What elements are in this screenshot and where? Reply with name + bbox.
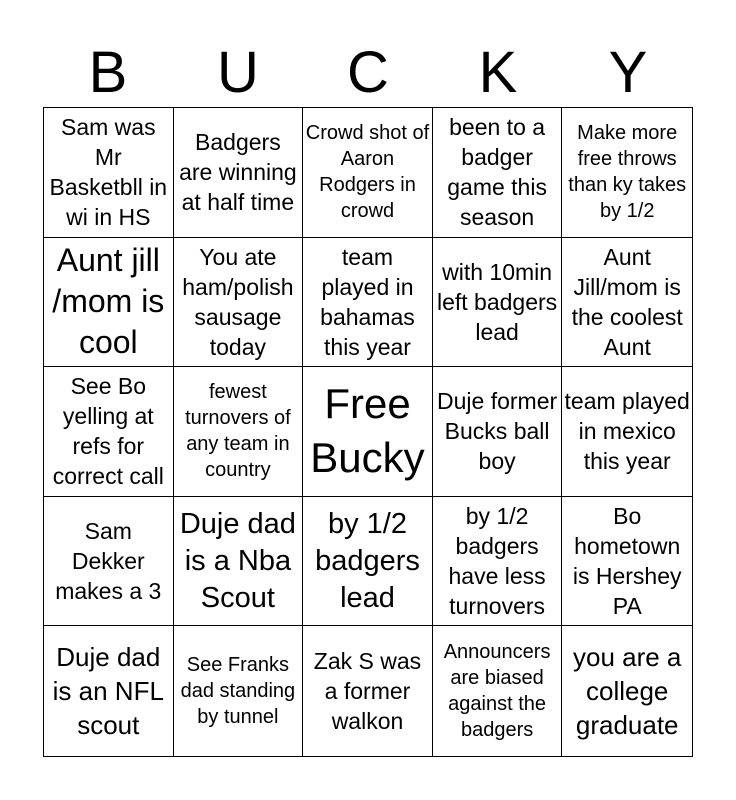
- cell-text: Make more free throws than ky takes by 1/2: [568, 122, 687, 223]
- cell-text: with 10min left badgers lead: [436, 258, 558, 345]
- cell-text: You ate ham/polish sausage today: [182, 243, 294, 360]
- bingo-cell[interactable]: [562, 626, 692, 756]
- bingo-cell[interactable]: [433, 497, 563, 627]
- free-space-text: Free Bucky: [310, 380, 425, 482]
- cell-text: Badgers are winning at half time: [179, 129, 297, 216]
- cell-text: Zak S was a former walkon: [313, 648, 422, 735]
- cell-text: team played in bahamas this year: [320, 243, 415, 360]
- free-space-cell[interactable]: [303, 367, 433, 497]
- cell-text: Duje former Bucks ball boy: [437, 388, 558, 475]
- bingo-cell[interactable]: [44, 108, 174, 238]
- bingo-cell[interactable]: [44, 497, 174, 627]
- bingo-cell[interactable]: [174, 238, 304, 368]
- bingo-cell[interactable]: [433, 108, 563, 238]
- cell-text: Aunt jill /mom is cool: [52, 242, 165, 361]
- cell-text: you are a college graduate: [572, 642, 682, 741]
- bingo-cell[interactable]: [562, 238, 692, 368]
- bingo-cell[interactable]: [303, 238, 433, 368]
- bingo-cell[interactable]: [303, 108, 433, 238]
- bingo-cell[interactable]: [174, 626, 304, 756]
- bingo-cell[interactable]: [44, 367, 174, 497]
- bingo-header: [43, 40, 693, 106]
- cell-text: fewest turnovers of any team in country: [185, 381, 291, 482]
- bingo-board: [43, 107, 693, 757]
- cell-text: team played in mexico this year: [564, 388, 690, 475]
- cell-text: Duje dad is a Nba Scout: [179, 507, 296, 614]
- bingo-cell[interactable]: [562, 497, 692, 627]
- bingo-cell[interactable]: [174, 108, 304, 238]
- bingo-cell[interactable]: [303, 497, 433, 627]
- cell-text: See Bo yelling at refs for correct call: [52, 373, 164, 490]
- bingo-cell[interactable]: [433, 367, 563, 497]
- cell-text: Bo hometown is Hershey PA: [572, 503, 682, 620]
- cell-text: Announcers are biased against the badgers: [443, 641, 551, 742]
- cell-text: Sam Dekker makes a 3: [55, 518, 162, 605]
- cell-text: been to a badger game this season: [447, 114, 547, 231]
- bingo-cell[interactable]: [174, 367, 304, 497]
- bingo-cell[interactable]: [433, 238, 563, 368]
- bingo-cell[interactable]: [562, 367, 692, 497]
- header-letter-b: B: [88, 40, 128, 105]
- bingo-cell[interactable]: [433, 626, 563, 756]
- header-letter-c: C: [347, 40, 389, 105]
- cell-text: Duje dad is an NFL scout: [52, 642, 164, 741]
- header-letter-u: U: [217, 40, 259, 105]
- cell-text: See Franks dad standing by tunnel: [180, 654, 296, 729]
- bingo-cell[interactable]: [174, 497, 304, 627]
- bingo-cell[interactable]: [303, 626, 433, 756]
- bingo-cell[interactable]: [44, 626, 174, 756]
- cell-text: by 1/2 badgers have less turnovers: [448, 503, 546, 620]
- cell-text: by 1/2 badgers lead: [315, 507, 420, 614]
- cell-text: Aunt Jill/mom is the coolest Aunt: [571, 243, 683, 360]
- cell-text: Sam was Mr Basketbll in wi in HS: [49, 114, 168, 231]
- header-letter-y: Y: [608, 40, 648, 105]
- cell-text: Crowd shot of Aaron Rodgers in crowd: [305, 122, 430, 223]
- bingo-cell[interactable]: [44, 238, 174, 368]
- bingo-cell[interactable]: [562, 108, 692, 238]
- header-letter-k: K: [478, 40, 518, 105]
